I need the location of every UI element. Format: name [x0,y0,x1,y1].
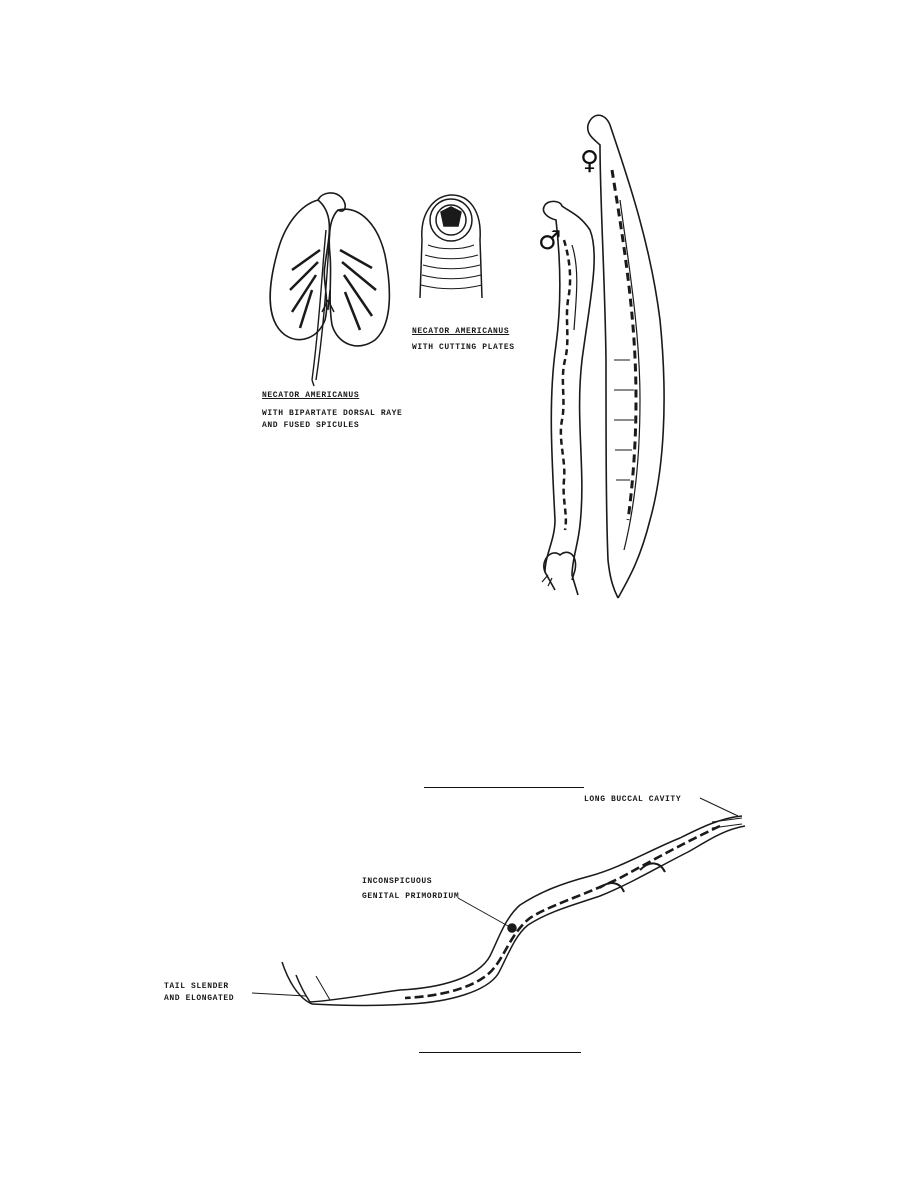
head-caption [412,326,515,354]
genital-caption-line2: GENITAL PRIMORDIUM [362,892,460,901]
female-symbol: ♀ [580,146,600,176]
leader-lines [252,798,738,1000]
head-cutting-plates-drawing [420,195,482,298]
genital-caption-line1: INCONSPICUOUS [362,877,433,886]
bursa-caption [262,390,402,432]
head-caption-line1: WITH CUTTING PLATES [412,343,515,352]
buccal-caption: LONG BUCCAL CAVITY [584,795,682,804]
female-worm-drawing [588,115,664,598]
tail-caption-line2: AND ELONGATED [164,994,235,1003]
bursa-caption-species: NECATOR AMERICANUS [262,391,360,400]
bursa-caption-line1: WITH BIPARTATE DORSAL RAYE [262,409,403,418]
figure-rule-bottom [419,1052,581,1053]
tail-caption-line1: TAIL SLENDER [164,982,229,991]
bursa-caption-line2: AND FUSED SPICULES [262,421,360,430]
head-caption-species: NECATOR AMERICANUS [412,327,510,336]
genital-caption [362,876,459,903]
figure-rule-top [424,787,584,788]
larva-drawing [282,816,745,1006]
copulatory-bursa-drawing [270,193,389,386]
tail-caption [164,981,234,1005]
male-worm-drawing [542,201,594,595]
male-symbol: ♂ [538,226,562,256]
